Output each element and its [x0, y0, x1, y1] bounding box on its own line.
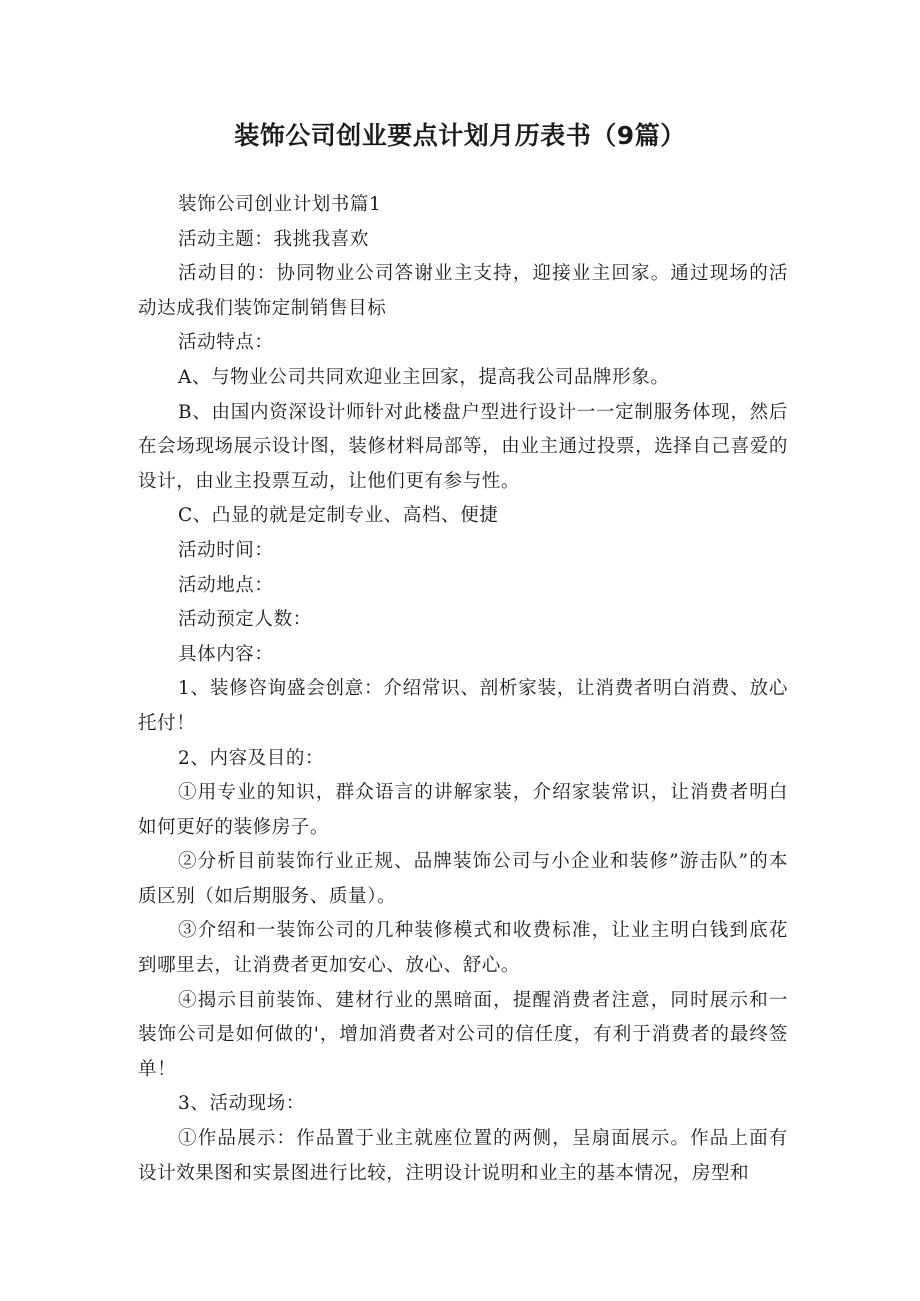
paragraph: 活动目的：协同物业公司答谢业主支持，迎接业主回家。通过现场的活动达成我们装饰定制销售目标 — [138, 263, 788, 319]
paragraph: 活动特点： — [178, 332, 274, 354]
paragraph: ④揭示目前装饰、建材行业的黑暗面，提醒消费者注意，同时展示和一装饰公司是如何做的'，增加消费者对公司的信任度，有利于消费者的最终签单！ — [138, 989, 788, 1080]
paragraph: 1、装修咨询盛会创意：介绍常识、剖析家装，让消费者明白消费、放心托付！ — [138, 678, 788, 734]
paragraph: ③介绍和一装饰公司的几种装修模式和收费标准，让业主明白钱到底花到哪里去，让消费者更加安心、放心、舒心。 — [138, 920, 788, 977]
paragraph: 活动主题：我挑我喜欢 — [178, 228, 370, 250]
paragraph: C、凸显的就是定制专业、高档、便捷 — [178, 505, 499, 527]
paragraph: 活动预定人数： — [178, 609, 312, 631]
paragraph: 3、活动现场： — [178, 1093, 305, 1115]
paragraph: 具体内容： — [178, 643, 274, 665]
paragraph: ②分析目前装饰行业正规、品牌装饰公司与小企业和装修”游击队”的本质区别（如后期服务、质量）。 — [138, 851, 788, 907]
paragraph: 2、内容及目的： — [178, 747, 325, 769]
document-body — [138, 188, 788, 1191]
paragraph: 装饰公司创业计划书篇1 — [178, 194, 382, 215]
paragraph: 活动时间： — [178, 539, 274, 561]
paragraph: B、由国内资深设计师针对此楼盘户型进行设计一一定制服务体现，然后在会场现场展示设计图，装修材料局部等，由业主通过投票，选择自己喜爱的设计，由业主投票互动，让他们更有参与性。 — [138, 401, 788, 492]
paragraph: 活动地点： — [178, 574, 274, 596]
paragraph: A、与物业公司共同欢迎业主回家，提高我公司品牌形象。 — [178, 366, 670, 388]
paragraph: ①用专业的知识，群众语言的讲解家装，介绍家装常识，让消费者明白如何更好的装修房子。 — [138, 782, 788, 838]
paragraph: ①作品展示：作品置于业主就座位置的两侧，呈扇面展示。作品上面有设计效果图和实景图进行比较，注明设计说明和业主的基本情况，房型和 — [138, 1128, 788, 1184]
document-title: 装饰公司创业要点计划月历表书（9篇） — [234, 121, 686, 150]
